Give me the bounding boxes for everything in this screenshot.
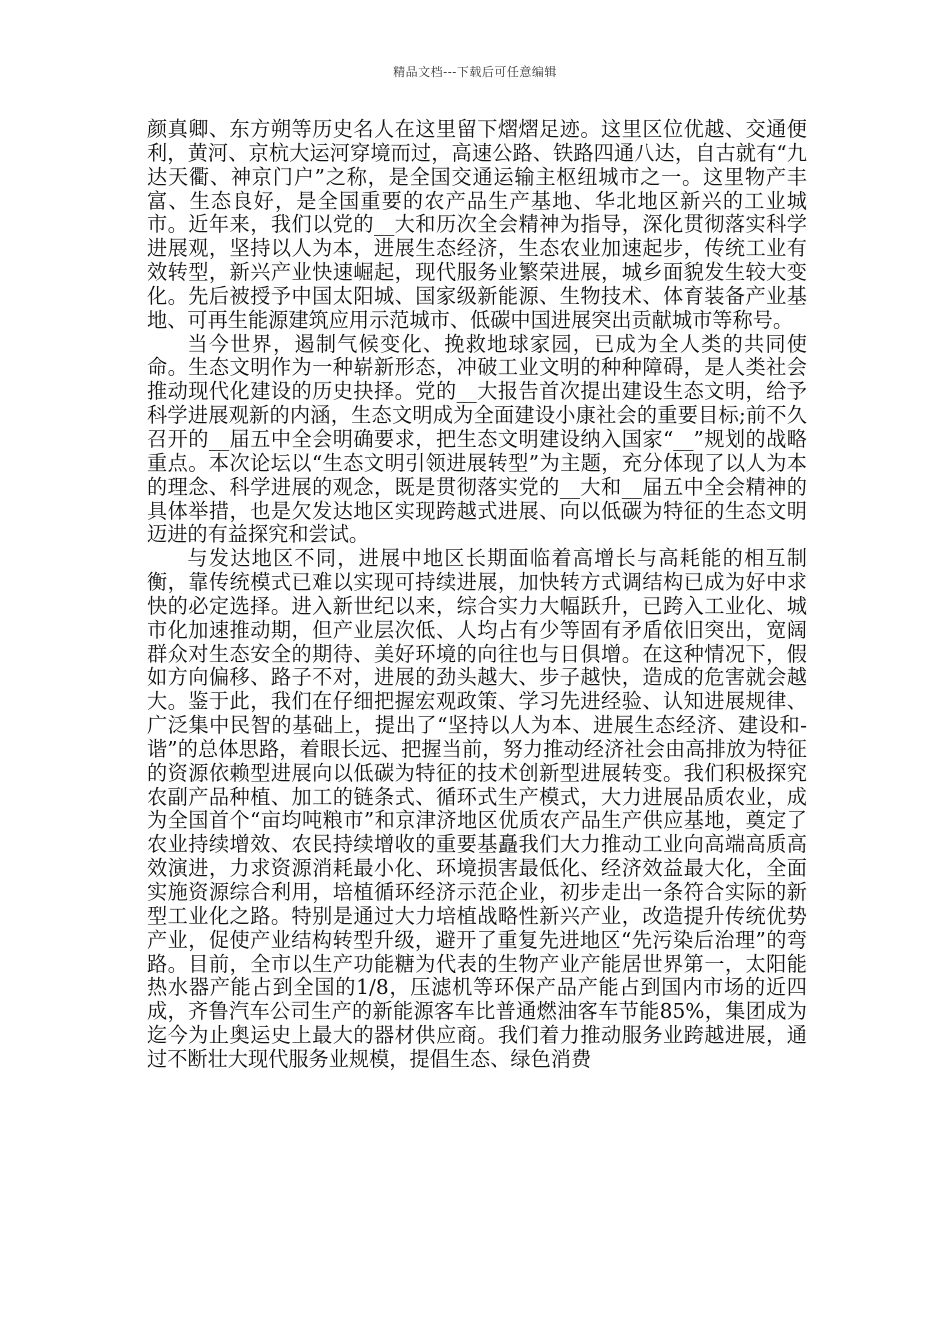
paragraph: 与发达地区不同，进展中地区长期面临着高增长与高耗能的相互制衡，靠传统模式已难以实现可持续进展，加快转方式调结构已成为好中求快的必定选择。进入新世纪以来，综合实力大幅跃升，已跨入工业化、城市化加速推动期，但产业层次低、人均占有少等固有矛盾依旧突出，宽阔群众对生态安全的期待、美好环境的向往也与日俱增。在这种情况下，假如方向偏移、路子不对，进展的劲头越大、步子越快，造成的危害就会越大。鉴于此，我们在仔细把握宏观政策、学习先进经验、认知进展规律、广泛集中民智的基础上，提出了“坚持以人为本、进展生态经济、建设和-谐”的总体思路，着眼长远、把握当前，努力推动经济社会由高排放为特征的资源依赖型进展向以低碳为特征的技术创新型进展转变。我们积极探究农副产品种植、加工的链条式、循环式生产模式，大力进展品质农业，成为全国首个“亩均吨粮市”和京津济地区优质农产品生产供应基地，奠定了农业持续增效、农民持续增收的重要基矗我们大力推动工业向高端高质高效演进，力求资源消耗最小化、环境损害最低化、经济效益最大化，全面实施资源综合利用，培植循环经济示范企业，初步走出一条符合实际的新型工业化之路。特别是通过大力培植战略性新兴产业，改造提升传统优势产业，促使产业结构转型升级，避开了重复先进地区“先污染后治理”的弯路。目前，全市以生产功能糖为代表的生物产业产能居世界第一，太阳能热水器产能占到全国的1/8，压滤机等环保产品产能占到国内市场的近四成，齐鲁汽车公司生产的新能源客车比普通燃油客车节能85%，集团成为迄今为止奥运史上最大的器材供应商。我们着力推动服务业跨越进展，通过不断壮大现代服务业规模，提倡生态、绿色消费 (147, 546, 807, 1071)
document-body (147, 118, 807, 1072)
page-header: 精品文档---下载后可任意编辑 (393, 65, 557, 79)
paragraph: 当今世界，遏制气候变化、挽救地球家园，已成为全人类的共同使命。生态文明作为一种崭新形态，冲破工业文明的种种障碍，是人类社会推动现代化建设的历史抉择。党的__大报告首次提出建设生态文明，给予科学进展观新的内涵，生态文明成为全面建设小康社会的重要目标;前不久召开的__届五中全会明确要求，把生态文明建设纳入国家“__”规划的战略重点。本次论坛以“生态文明引领进展转型”为主题，充分体现了以人为本的理念、科学进展的观念，既是贯彻落实党的__大和__届五中全会精神的具体举措，也是欠发达地区实现跨越式进展、向以低碳为特征的生态文明迈进的有益探究和尝试。 (147, 331, 807, 547)
paragraph: 颜真卿、东方朔等历史名人在这里留下熠熠足迹。这里区位优越、交通便利，黄河、京杭大运河穿境而过，高速公路、铁路四通八达，自古就有“九达天衢、神京门户”之称，是全国交通运输主枢纽城市之一。这里物产丰富、生态良好，是全国重要的农产品生产基地、华北地区新兴的工业城市。近年来，我们以党的__大和历次全会精神为指导，深化贯彻落实科学进展观，坚持以人为本，进展生态经济，生态农业加速起步，传统工业有效转型，新兴产业快速崛起，现代服务业繁荣进展，城乡面貌发生较大变化。先后被授予中国太阳城、国家级新能源、生物技术、体育装备产业基地、可再生能源建筑应用示范城市、低碳中国进展突出贡献城市等称号。 (147, 117, 807, 332)
